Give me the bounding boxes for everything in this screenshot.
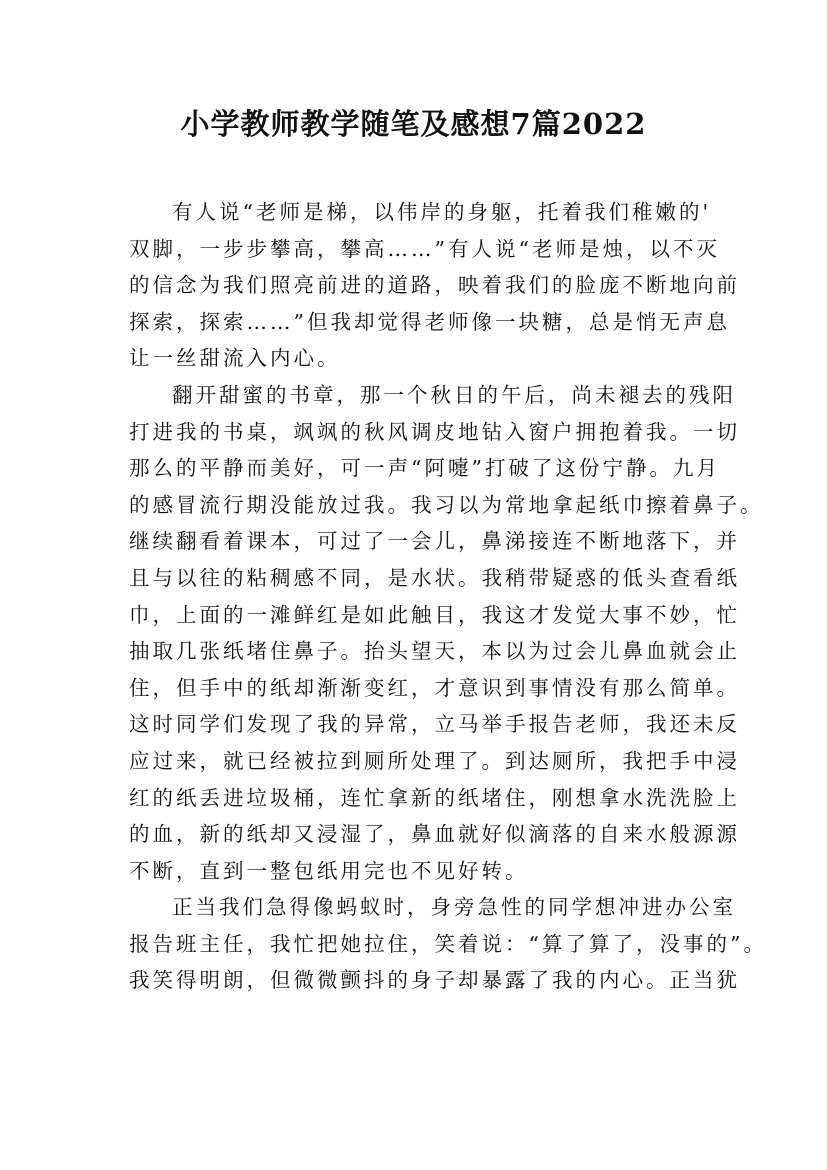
- text-line: 的血，新的纸却又浸湿了，鼻血就好似滴落的自来水般源源: [129, 822, 740, 847]
- text-line: 抽取几张纸堵住鼻子。抬头望天，本以为过会儿鼻血就会止: [129, 639, 740, 664]
- text-line: 不断，直到一整包纸用完也不见好转。: [129, 858, 529, 883]
- text-line: 报告班主任，我忙把她拉住，笑着说：“算了算了，没事的”。: [129, 931, 767, 956]
- text-line: 住，但手中的纸却渐渐变红，才意识到事情没有那么简单。: [129, 675, 740, 700]
- text-line: 打进我的书桌，飒飒的秋风调皮地钻入窗户拥抱着我。一切: [129, 419, 740, 444]
- text-line: 且与以往的粘稠感不同，是水状。我稍带疑惑的低头查看纸: [129, 565, 740, 590]
- text-line: 探索，探索……”但我却觉得老师像一块糖，总是悄无声息: [129, 309, 730, 334]
- text-line: 那么的平静而美好，可一声“阿嚏”打破了这份宁静。九月: [129, 456, 720, 481]
- text-line: 继续翻看着课本，可过了一会儿，鼻涕接连不断地落下，并: [129, 529, 740, 554]
- text-line: 我笑得明朗，但微微颤抖的身子却暴露了我的内心。正当犹: [129, 968, 740, 993]
- text-line: 的信念为我们照亮前进的道路，映着我们的脸庞不断地向前: [129, 273, 740, 298]
- text-line: 应过来，就已经被拉到厕所处理了。到达厕所，我把手中浸: [129, 748, 740, 773]
- text-line: 红的纸丢进垃圾桶，连忙拿新的纸堵住，刚想拿水洗洗脸上: [129, 785, 740, 810]
- text-line: 正当我们急得像蚂蚁时，身旁急性的同学想冲进办公室: [172, 895, 736, 920]
- text-line: 翻开甜蜜的书章，那一个秋日的午后，尚未褪去的残阳: [172, 382, 736, 407]
- document-body: [129, 194, 767, 999]
- text-line: 巾，上面的一滩鲜红是如此触目，我这才发觉大事不妙，忙: [129, 602, 740, 627]
- text-line: 让一丝甜流入内心。: [129, 346, 341, 371]
- text-line: 这时同学们发现了我的异常，立马举手报告老师，我还未反: [129, 712, 740, 737]
- text-line: 的感冒流行期没能放过我。我习以为常地拿起纸巾擦着鼻子。: [129, 492, 764, 517]
- text-line: 有人说“老师是梯，以伟岸的身躯，托着我们稚嫩的': [172, 200, 712, 224]
- text-line: 双脚，一步步攀高，攀高……”有人说“老师是烛，以不灭: [129, 236, 720, 261]
- document-title: 小学教师教学随笔及感想7篇2022: [180, 107, 647, 141]
